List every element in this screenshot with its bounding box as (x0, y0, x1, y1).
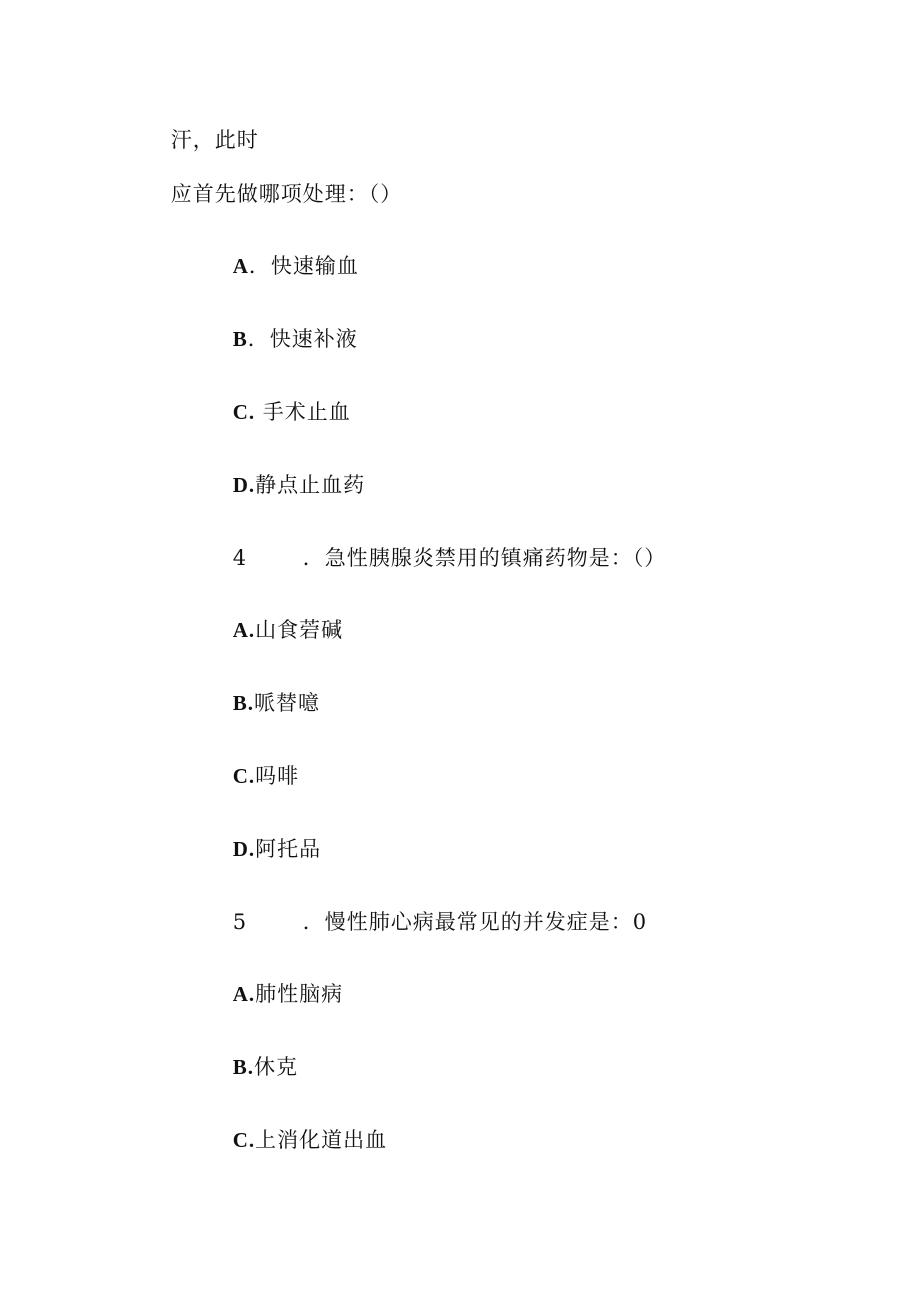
text-content: 应首先做哪项处理：（） (170, 182, 403, 206)
q5-option-c (202, 1104, 387, 1176)
option-letter: C. (232, 1128, 256, 1152)
option-letter: D. (232, 473, 256, 497)
question-number: 5 (232, 910, 248, 934)
question-number: 4 (232, 546, 248, 570)
option-text: 山食菪碱 (255, 618, 344, 642)
q3-option-c (202, 376, 351, 448)
option-text: 吗啡 (255, 764, 300, 788)
question-text: ．慢性肺心病最常见的并发症是：0 (302, 910, 648, 934)
option-text: 哌替噫 (253, 691, 320, 715)
option-text: ．快速输血 (248, 254, 359, 278)
option-letter: A. (232, 618, 256, 642)
option-letter: C. (232, 764, 256, 788)
question-5-stem (202, 886, 647, 958)
option-text: 静点止血药 (255, 473, 366, 497)
q4-option-a (202, 594, 343, 666)
option-letter: C. (232, 400, 256, 424)
question-3-stem (140, 158, 402, 230)
q3-option-d (202, 449, 365, 521)
text-content: 汗，此时 (170, 128, 259, 152)
option-text: 上消化道出血 (255, 1128, 388, 1152)
option-text: 肺性脑病 (255, 982, 344, 1006)
q5-option-b (202, 1031, 298, 1103)
option-text: 阿托品 (255, 837, 322, 861)
option-letter: A. (232, 982, 256, 1006)
q5-option-a (202, 958, 343, 1030)
option-letter: B (232, 327, 248, 351)
option-letter: A (232, 254, 249, 278)
option-letter: D. (232, 837, 256, 861)
q3-option-b (202, 303, 358, 375)
option-letter: B. (232, 691, 254, 715)
question-text: ．急性胰腺炎禁用的镇痛药物是：（） (302, 546, 667, 570)
q4-option-d (202, 813, 321, 885)
q4-option-b (202, 667, 320, 739)
q4-option-c (202, 740, 299, 812)
option-text: 休克 (253, 1055, 298, 1079)
question-4-stem (202, 522, 666, 594)
q3-option-a (202, 230, 359, 302)
option-letter: B. (232, 1055, 254, 1079)
option-text: ．快速补液 (247, 327, 358, 351)
option-text: 手术止血 (255, 400, 351, 424)
